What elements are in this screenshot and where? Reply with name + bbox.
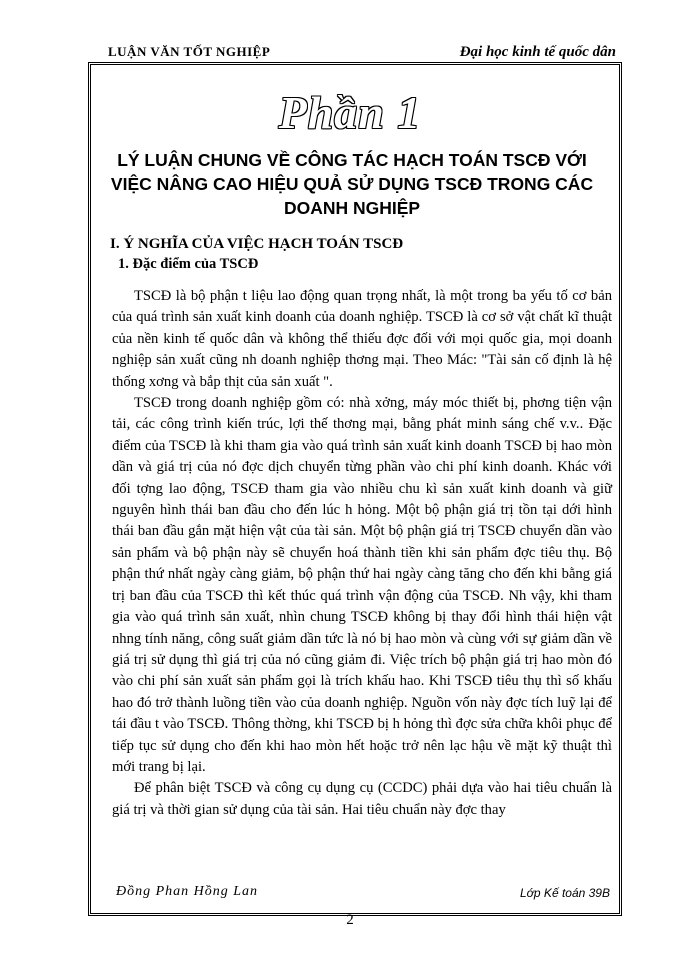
footer-author: Đồng Phan Hồng Lan xyxy=(116,884,259,899)
subsection-heading: 1. Đặc điểm của TSCĐ xyxy=(118,256,259,272)
part-title: Phần 1 xyxy=(278,87,422,138)
footer-class: Lớp Kế toán 39B xyxy=(520,886,610,900)
body-text xyxy=(112,286,612,821)
section-heading: I. Ý NGHĨA CỦA VIỆC HẠCH TOÁN TSCĐ xyxy=(110,236,404,252)
header-left: LUẬN VĂN TỐT NGHIỆP xyxy=(108,44,271,59)
paragraph: TSCĐ trong doanh nghiệp gồm có: nhà xởng, máy móc thiết bị, phơng tiện vận tải, các công trình kiến trúc, lợi thế thơng mại, bằng phát minh sáng chế v.v.. Đặc điểm của TSCĐ là khi tham gia vào quá trình sản xuất kinh doanh TSCĐ bị hao mòn dần và giá trị của nó đợc dịch chuyển từng phần vào chi phí kinh doanh. Khác với đối tợng lao động, TSCĐ tham gia vào nhiều chu kì sản xuất kinh doanh và giữ nguyên hình thái ban đầu cho đến lúc h hỏng. Một bộ phận giá trị tồn tại dới hình thái ban đầu gắn mặt hiện vật của tài sản. Một bộ phận giá trị TSCĐ chuyển dần vào sản phẩm và bộ phận này sẽ chuyển hoá thành tiền khi sản phẩm đợc tiêu thụ. Bộ phận thứ nhất ngày càng giảm, bộ phận thứ hai ngày càng tăng cho đến khi bằng giá trị ban đầu của TSCĐ thì kết thúc quá trình vận động của TSCĐ. Nh vậy, khi tham gia vào quá trình sản xuất, nhìn chung TSCĐ không bị thay đổi hình thái hiện vật nhng tính năng, công suất giảm dần tức là nó bị hao mòn và cùng với sự giảm dần về giá trị sử dụng thì giá trị của nó cũng giảm đi. Việc trích bộ phận giá trị hao mòn đó vào chi phí sản xuất sản phẩm gọi là trích khấu hao. Khi TSCĐ tiêu thụ thì số khấu hao đó trở thành luồng tiền vào của doanh nghiệp. Nguồn vốn này đợc tích luỹ lại để tái đầu t vào TSCĐ. Thông thờng, khi TSCĐ bị h hỏng thì đợc sửa chữa khôi phục để tiếp tục sử dụng cho đến khi hao mòn hết hoặc trở nên lạc hậu về mặt kỹ thuật thì mới trang bị lại. xyxy=(112,395,612,775)
paragraph: TSCĐ là bộ phận t liệu lao động quan trọng nhất, là một trong ba yếu tố cơ bản của quá trình sản xuất kinh doanh của doanh nghiệp. TSCĐ là cơ sở vật chất kĩ thuật của nền kinh tế quốc dân và không thể thiếu đợc đối với mọi quốc gia, mọi doanh nghiệp sản xuất cũng nh doanh nghiệp thơng mại. Theo Mác: "Tài sản cố định là hệ thống xơng và bắp thịt của sản xuất ". xyxy=(112,288,612,390)
header-right: Đại học kinh tế quốc dân xyxy=(459,44,616,60)
page-number: 2 xyxy=(346,912,354,928)
paragraph: Để phân biệt TSCĐ và công cụ dụng cụ (CCDC) phải dựa vào hai tiêu chuẩn là giá trị và thời gian sử dụng của tài sản. Hai tiêu chuẩn này đợc thay xyxy=(112,780,612,818)
chapter-title: LÝ LUẬN CHUNG VỀ CÔNG TÁC HẠCH TOÁN TSCĐ VỚI VIỆC NÂNG CAO HIỆU QUẢ SỬ DỤNG TSCĐ TRONG CÁC DOANH NGHIỆP xyxy=(110,150,594,218)
